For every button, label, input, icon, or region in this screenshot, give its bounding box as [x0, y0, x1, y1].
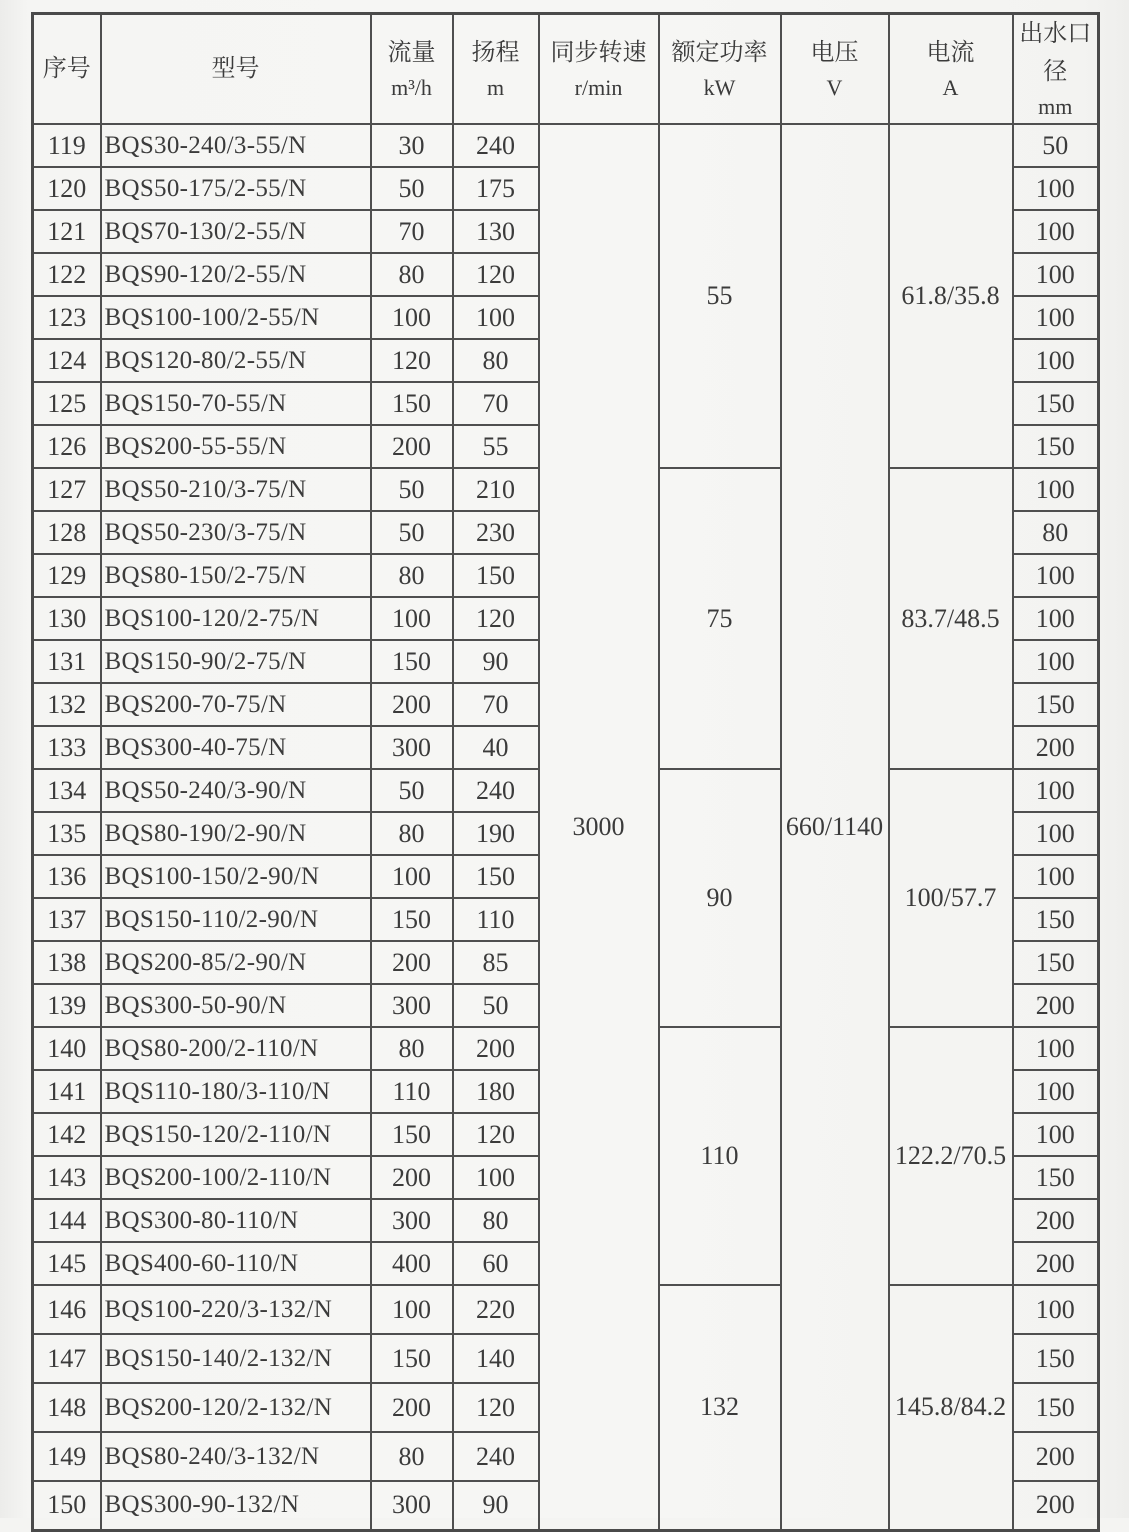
flow-cell: 300	[371, 726, 453, 769]
column-header-head	[453, 14, 539, 125]
head-cell: 150	[453, 855, 539, 898]
outlet-cell: 150	[1013, 425, 1099, 468]
serial-cell: 146	[33, 1285, 101, 1334]
column-header-current	[889, 14, 1013, 125]
serial-cell: 120	[33, 167, 101, 210]
column-header-outlet	[1013, 14, 1099, 125]
column-unit: m	[454, 72, 538, 104]
serial-cell: 126	[33, 425, 101, 468]
head-cell: 100	[453, 1156, 539, 1199]
flow-cell: 150	[371, 1113, 453, 1156]
column-label: 扬程	[454, 34, 538, 72]
outlet-cell: 100	[1013, 339, 1099, 382]
head-cell: 175	[453, 167, 539, 210]
model-cell: BQS300-90-132/N	[101, 1481, 371, 1530]
head-cell: 120	[453, 597, 539, 640]
flow-cell: 150	[371, 898, 453, 941]
serial-cell: 138	[33, 941, 101, 984]
column-label: 序号	[34, 55, 100, 83]
outlet-cell: 100	[1013, 1285, 1099, 1334]
outlet-cell: 150	[1013, 898, 1099, 941]
column-unit: V	[782, 72, 888, 104]
serial-cell: 139	[33, 984, 101, 1027]
model-cell: BQS150-90/2-75/N	[101, 640, 371, 683]
current-cell: 122.2/70.5	[889, 1027, 1013, 1285]
head-cell: 240	[453, 1432, 539, 1481]
model-cell: BQS50-240/3-90/N	[101, 769, 371, 812]
model-cell: BQS150-140/2-132/N	[101, 1334, 371, 1383]
serial-cell: 149	[33, 1432, 101, 1481]
model-cell: BQS50-210/3-75/N	[101, 468, 371, 511]
flow-cell: 150	[371, 640, 453, 683]
serial-cell: 140	[33, 1027, 101, 1070]
outlet-cell: 100	[1013, 769, 1099, 812]
outlet-cell: 100	[1013, 210, 1099, 253]
header-row	[33, 14, 1099, 125]
head-cell: 150	[453, 554, 539, 597]
model-cell: BQS300-80-110/N	[101, 1199, 371, 1242]
flow-cell: 80	[371, 253, 453, 296]
head-cell: 240	[453, 769, 539, 812]
head-cell: 60	[453, 1242, 539, 1285]
flow-cell: 110	[371, 1070, 453, 1113]
column-label: 电压	[782, 34, 888, 72]
flow-cell: 80	[371, 554, 453, 597]
model-cell: BQS80-240/3-132/N	[101, 1432, 371, 1481]
head-cell: 80	[453, 339, 539, 382]
head-cell: 240	[453, 124, 539, 167]
model-cell: BQS200-100/2-110/N	[101, 1156, 371, 1199]
column-unit: A	[890, 72, 1012, 104]
head-cell: 90	[453, 1481, 539, 1530]
model-cell: BQS300-50-90/N	[101, 984, 371, 1027]
outlet-cell: 80	[1013, 511, 1099, 554]
current-cell: 61.8/35.8	[889, 124, 1013, 468]
flow-cell: 120	[371, 339, 453, 382]
outlet-cell: 100	[1013, 855, 1099, 898]
current-cell: 100/57.7	[889, 769, 1013, 1027]
head-cell: 100	[453, 296, 539, 339]
outlet-cell: 100	[1013, 253, 1099, 296]
flow-cell: 100	[371, 296, 453, 339]
column-unit: mm	[1014, 91, 1098, 123]
outlet-cell: 150	[1013, 1383, 1099, 1432]
head-cell: 110	[453, 898, 539, 941]
column-header-voltage	[781, 14, 889, 125]
column-label: 同步转速	[540, 34, 658, 72]
flow-cell: 200	[371, 1383, 453, 1432]
column-label: 出水口径	[1014, 15, 1098, 91]
head-cell: 200	[453, 1027, 539, 1070]
outlet-cell: 100	[1013, 1070, 1099, 1113]
head-cell: 120	[453, 253, 539, 296]
outlet-cell: 100	[1013, 167, 1099, 210]
power-cell: 90	[659, 769, 781, 1027]
serial-cell: 127	[33, 468, 101, 511]
outlet-cell: 200	[1013, 726, 1099, 769]
current-cell: 83.7/48.5	[889, 468, 1013, 769]
serial-cell: 134	[33, 769, 101, 812]
speed-cell: 3000	[539, 124, 659, 1530]
column-header-flow	[371, 14, 453, 125]
serial-cell: 123	[33, 296, 101, 339]
column-header-power	[659, 14, 781, 125]
flow-cell: 80	[371, 812, 453, 855]
flow-cell: 200	[371, 683, 453, 726]
serial-cell: 144	[33, 1199, 101, 1242]
outlet-cell: 200	[1013, 1481, 1099, 1530]
head-cell: 85	[453, 941, 539, 984]
power-cell: 75	[659, 468, 781, 769]
head-cell: 80	[453, 1199, 539, 1242]
model-cell: BQS100-150/2-90/N	[101, 855, 371, 898]
current-cell: 145.8/84.2	[889, 1285, 1013, 1530]
serial-cell: 150	[33, 1481, 101, 1530]
head-cell: 70	[453, 683, 539, 726]
flow-cell: 80	[371, 1027, 453, 1070]
serial-cell: 142	[33, 1113, 101, 1156]
flow-cell: 100	[371, 597, 453, 640]
head-cell: 50	[453, 984, 539, 1027]
serial-cell: 135	[33, 812, 101, 855]
model-cell: BQS150-120/2-110/N	[101, 1113, 371, 1156]
model-cell: BQS50-175/2-55/N	[101, 167, 371, 210]
flow-cell: 50	[371, 769, 453, 812]
head-cell: 90	[453, 640, 539, 683]
head-cell: 120	[453, 1383, 539, 1432]
flow-cell: 150	[371, 382, 453, 425]
serial-cell: 131	[33, 640, 101, 683]
outlet-cell: 100	[1013, 296, 1099, 339]
head-cell: 70	[453, 382, 539, 425]
model-cell: BQS50-230/3-75/N	[101, 511, 371, 554]
column-unit: kW	[660, 72, 780, 104]
outlet-cell: 200	[1013, 1242, 1099, 1285]
flow-cell: 50	[371, 468, 453, 511]
flow-cell: 200	[371, 1156, 453, 1199]
flow-cell: 30	[371, 124, 453, 167]
outlet-cell: 150	[1013, 941, 1099, 984]
power-cell: 55	[659, 124, 781, 468]
head-cell: 55	[453, 425, 539, 468]
column-header-serial	[33, 14, 101, 125]
model-cell: BQS100-220/3-132/N	[101, 1285, 371, 1334]
head-cell: 230	[453, 511, 539, 554]
flow-cell: 70	[371, 210, 453, 253]
column-header-model	[101, 14, 371, 125]
flow-cell: 80	[371, 1432, 453, 1481]
outlet-cell: 100	[1013, 1113, 1099, 1156]
voltage-cell: 660/1140	[781, 124, 889, 1530]
power-cell: 110	[659, 1027, 781, 1285]
flow-cell: 100	[371, 855, 453, 898]
outlet-cell: 150	[1013, 1334, 1099, 1383]
model-cell: BQS150-110/2-90/N	[101, 898, 371, 941]
power-cell: 132	[659, 1285, 781, 1530]
serial-cell: 145	[33, 1242, 101, 1285]
serial-cell: 132	[33, 683, 101, 726]
serial-cell: 136	[33, 855, 101, 898]
head-cell: 130	[453, 210, 539, 253]
serial-cell: 147	[33, 1334, 101, 1383]
head-cell: 190	[453, 812, 539, 855]
model-cell: BQS110-180/3-110/N	[101, 1070, 371, 1113]
flow-cell: 300	[371, 1199, 453, 1242]
outlet-cell: 100	[1013, 1027, 1099, 1070]
serial-cell: 128	[33, 511, 101, 554]
serial-cell: 122	[33, 253, 101, 296]
model-cell: BQS120-80/2-55/N	[101, 339, 371, 382]
model-cell: BQS200-120/2-132/N	[101, 1383, 371, 1432]
column-label: 流量	[372, 34, 452, 72]
serial-cell: 130	[33, 597, 101, 640]
serial-cell: 148	[33, 1383, 101, 1432]
head-cell: 140	[453, 1334, 539, 1383]
head-cell: 210	[453, 468, 539, 511]
outlet-cell: 100	[1013, 554, 1099, 597]
flow-cell: 50	[371, 511, 453, 554]
model-cell: BQS100-100/2-55/N	[101, 296, 371, 339]
column-label: 额定功率	[660, 34, 780, 72]
model-cell: BQS400-60-110/N	[101, 1242, 371, 1285]
head-cell: 120	[453, 1113, 539, 1156]
flow-cell: 50	[371, 167, 453, 210]
outlet-cell: 50	[1013, 124, 1099, 167]
model-cell: BQS200-55-55/N	[101, 425, 371, 468]
column-unit: r/min	[540, 72, 658, 104]
model-cell: BQS70-130/2-55/N	[101, 210, 371, 253]
model-cell: BQS90-120/2-55/N	[101, 253, 371, 296]
serial-cell: 129	[33, 554, 101, 597]
outlet-cell: 200	[1013, 984, 1099, 1027]
flow-cell: 400	[371, 1242, 453, 1285]
outlet-cell: 100	[1013, 468, 1099, 511]
serial-cell: 143	[33, 1156, 101, 1199]
flow-cell: 150	[371, 1334, 453, 1383]
serial-cell: 119	[33, 124, 101, 167]
outlet-cell: 100	[1013, 640, 1099, 683]
head-cell: 40	[453, 726, 539, 769]
serial-cell: 133	[33, 726, 101, 769]
flow-cell: 300	[371, 1481, 453, 1530]
serial-cell: 125	[33, 382, 101, 425]
model-cell: BQS200-85/2-90/N	[101, 941, 371, 984]
model-cell: BQS200-70-75/N	[101, 683, 371, 726]
flow-cell: 200	[371, 941, 453, 984]
flow-cell: 300	[371, 984, 453, 1027]
outlet-cell: 200	[1013, 1432, 1099, 1481]
serial-cell: 137	[33, 898, 101, 941]
model-cell: BQS100-120/2-75/N	[101, 597, 371, 640]
outlet-cell: 100	[1013, 597, 1099, 640]
model-cell: BQS150-70-55/N	[101, 382, 371, 425]
column-label: 型号	[102, 55, 370, 83]
model-cell: BQS80-190/2-90/N	[101, 812, 371, 855]
column-header-speed	[539, 14, 659, 125]
flow-cell: 200	[371, 425, 453, 468]
model-cell: BQS80-200/2-110/N	[101, 1027, 371, 1070]
column-label: 电流	[890, 34, 1012, 72]
outlet-cell: 150	[1013, 1156, 1099, 1199]
outlet-cell: 100	[1013, 812, 1099, 855]
model-cell: BQS30-240/3-55/N	[101, 124, 371, 167]
table-row	[33, 124, 1099, 167]
column-unit: m³/h	[372, 72, 452, 104]
serial-cell: 121	[33, 210, 101, 253]
pump-spec-table	[31, 12, 1100, 1532]
outlet-cell: 150	[1013, 683, 1099, 726]
model-cell: BQS80-150/2-75/N	[101, 554, 371, 597]
flow-cell: 100	[371, 1285, 453, 1334]
serial-cell: 124	[33, 339, 101, 382]
head-cell: 180	[453, 1070, 539, 1113]
outlet-cell: 200	[1013, 1199, 1099, 1242]
outlet-cell: 150	[1013, 382, 1099, 425]
serial-cell: 141	[33, 1070, 101, 1113]
head-cell: 220	[453, 1285, 539, 1334]
model-cell: BQS300-40-75/N	[101, 726, 371, 769]
